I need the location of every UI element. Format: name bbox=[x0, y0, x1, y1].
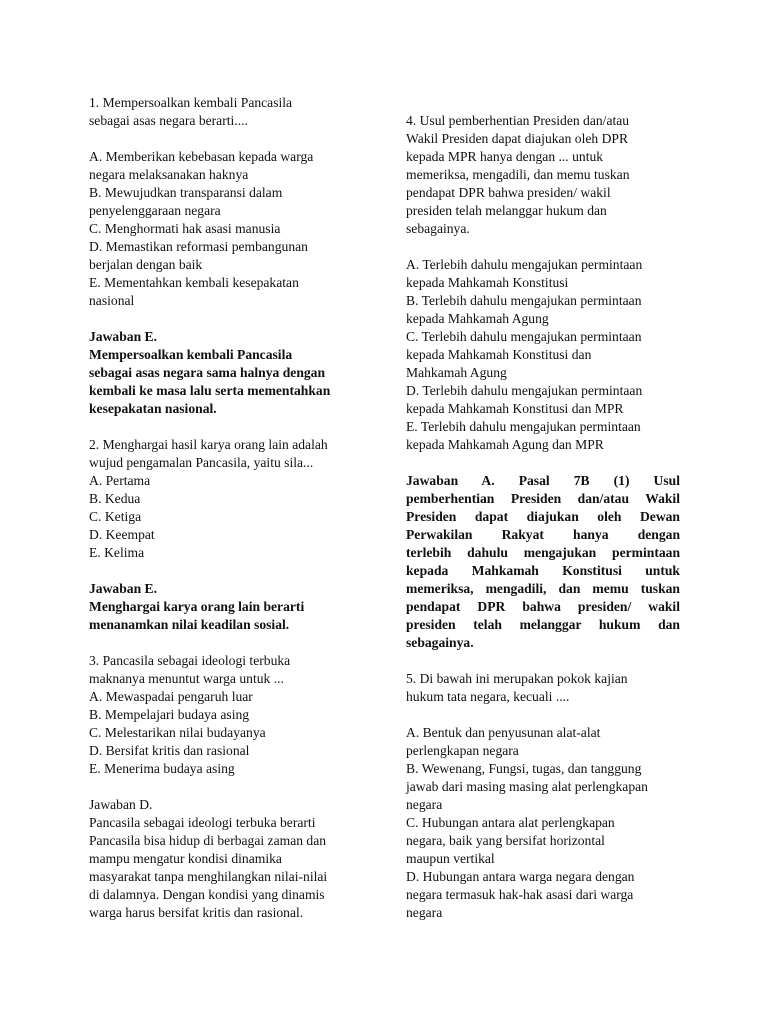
question-text: 3. Pancasila sebagai ideologi terbuka bbox=[89, 653, 291, 668]
answer-text: Pancasila bisa hidup di berbagai zaman dan bbox=[89, 833, 327, 848]
option-text: Mahkamah Agung bbox=[406, 365, 507, 380]
answer-text: memeriksa, mengadili, dan memu tuskan bbox=[406, 581, 680, 596]
option-text: negara termasuk hak-hak asasi dari warga bbox=[406, 887, 634, 902]
question-1 bbox=[89, 94, 361, 130]
question-text: presiden telah melanggar hukum dan bbox=[406, 203, 607, 218]
answer-text: masyarakat tanpa menghilangkan nilai-nilai bbox=[89, 869, 328, 884]
option-text: kepada Mahkamah Agung dan MPR bbox=[406, 437, 604, 452]
answer-text: Mempersoalkan kembali Pancasila bbox=[89, 347, 293, 362]
answer-text: terlebih dahulu mengajukan permintaan bbox=[406, 545, 680, 560]
option-text: A. Terlebih dahulu mengajukan permintaan bbox=[406, 257, 643, 272]
answer-text: mampu mengatur kondisi dinamika bbox=[89, 851, 282, 866]
question-text: 2. Menghargai hasil karya orang lain adalah bbox=[89, 437, 328, 452]
option-text: E. Terlebih dahulu mengajukan permintaan bbox=[406, 419, 641, 434]
option-text: B. Terlebih dahulu mengajukan permintaan bbox=[406, 293, 642, 308]
left-column bbox=[89, 94, 361, 922]
answer-text: pendapat DPR bahwa presiden/ wakil bbox=[406, 599, 680, 614]
question-text: kepada MPR hanya dengan ... untuk bbox=[406, 149, 604, 164]
answer-text: Menghargai karya orang lain berarti bbox=[89, 599, 305, 614]
option-text: kepada Mahkamah Agung bbox=[406, 311, 549, 326]
question-text: Wakil Presiden dapat diajukan oleh DPR bbox=[406, 131, 629, 146]
question-text: pendapat DPR bahwa presiden/ wakil bbox=[406, 185, 611, 200]
answer-text: warga harus bersifat kritis dan rasional. bbox=[89, 905, 304, 920]
option-text: C. Menghormati hak asasi manusia bbox=[89, 221, 281, 236]
option-text: A. Memberikan kebebasan kepada warga bbox=[89, 149, 314, 164]
option-text: A. Mewaspadai pengaruh luar bbox=[89, 689, 253, 704]
option-text: D. Memastikan reformasi pembangunan bbox=[89, 239, 308, 254]
option-text: maupun vertikal bbox=[406, 851, 495, 866]
option-text: kepada Mahkamah Konstitusi bbox=[406, 275, 569, 290]
option-text: D. Hubungan antara warga negara dengan bbox=[406, 869, 635, 884]
answer-4 bbox=[406, 472, 680, 652]
option-text: B. Wewenang, Fungsi, tugas, dan tanggung bbox=[406, 761, 642, 776]
question-text: maknanya menuntut warga untuk ... bbox=[89, 671, 284, 686]
answer-text: Jawaban D. bbox=[89, 797, 153, 812]
question-2 bbox=[89, 436, 361, 562]
option-text: D. Terlebih dahulu mengajukan permintaan bbox=[406, 383, 643, 398]
answer-text: Perwakilan Rakyat hanya dengan bbox=[406, 527, 680, 542]
option-text: B. Mempelajari budaya asing bbox=[89, 707, 250, 722]
option-text: perlengkapan negara bbox=[406, 743, 519, 758]
answer-text: presiden telah melanggar hukum dan bbox=[406, 617, 680, 632]
question-4 bbox=[406, 112, 680, 238]
question-text: hukum tata negara, kecuali .... bbox=[406, 689, 570, 704]
answer-text: Jawaban E. bbox=[89, 581, 157, 596]
option-text: A. Bentuk dan penyusunan alat-alat bbox=[406, 725, 601, 740]
option-text: negara, baik yang bersifat horizontal bbox=[406, 833, 605, 848]
answer-text: kembali ke masa lalu serta mementahkan bbox=[89, 383, 331, 398]
question-text: 5. Di bawah ini merupakan pokok kajian bbox=[406, 671, 628, 686]
option-text: negara bbox=[406, 905, 443, 920]
option-text: C. Ketiga bbox=[89, 509, 142, 524]
option-text: C. Melestarikan nilai budayanya bbox=[89, 725, 266, 740]
option-text: penyelenggaraan negara bbox=[89, 203, 221, 218]
option-text: C. Hubungan antara alat perlengkapan bbox=[406, 815, 615, 830]
answer-2 bbox=[89, 580, 361, 634]
answer-3 bbox=[89, 796, 361, 922]
option-text: A. Pertama bbox=[89, 473, 151, 488]
option-text: D. Keempat bbox=[89, 527, 155, 542]
option-text: C. Terlebih dahulu mengajukan permintaan bbox=[406, 329, 642, 344]
option-text: D. Bersifat kritis dan rasional bbox=[89, 743, 250, 758]
answer-text: sebagainya. bbox=[406, 635, 474, 650]
option-text: nasional bbox=[89, 293, 135, 308]
question-text: 1. Mempersoalkan kembali Pancasila bbox=[89, 95, 293, 110]
option-text: E. Mementahkan kembali kesepakatan bbox=[89, 275, 299, 290]
option-text: jawab dari masing masing alat perlengkapan bbox=[406, 779, 648, 794]
option-text: B. Kedua bbox=[89, 491, 141, 506]
option-text: E. Menerima budaya asing bbox=[89, 761, 235, 776]
answer-text: kesepakatan nasional. bbox=[89, 401, 217, 416]
option-text: E. Kelima bbox=[89, 545, 145, 560]
answer-text: sebagai asas negara sama halnya dengan bbox=[89, 365, 326, 380]
question-5-options bbox=[406, 724, 680, 922]
question-text: sebagainya. bbox=[406, 221, 470, 236]
answer-1 bbox=[89, 328, 361, 418]
question-5 bbox=[406, 670, 680, 706]
question-text: memeriksa, mengadili, dan memu tuskan bbox=[406, 167, 630, 182]
answer-text: Pancasila sebagai ideologi terbuka berarti bbox=[89, 815, 316, 830]
answer-text: kepada Mahkamah Konstitusi untuk bbox=[406, 563, 680, 578]
option-text: negara melaksanakan haknya bbox=[89, 167, 249, 182]
answer-text: Jawaban E. bbox=[89, 329, 157, 344]
question-text: 4. Usul pemberhentian Presiden dan/atau bbox=[406, 113, 630, 128]
answer-text: menanamkan nilai keadilan sosial. bbox=[89, 617, 290, 632]
answer-text: di dalamnya. Dengan kondisi yang dinamis bbox=[89, 887, 325, 902]
question-text: wujud pengamalan Pancasila, yaitu sila... bbox=[89, 455, 314, 470]
question-1-options bbox=[89, 148, 361, 310]
question-text: sebagai asas negara berarti.... bbox=[89, 113, 248, 128]
option-text: kepada Mahkamah Konstitusi dan MPR bbox=[406, 401, 624, 416]
answer-text: Presiden dapat diajukan oleh Dewan bbox=[406, 509, 680, 524]
answer-text: pemberhentian Presiden dan/atau Wakil bbox=[406, 491, 680, 506]
option-text: B. Mewujudkan transparansi dalam bbox=[89, 185, 283, 200]
option-text: negara bbox=[406, 797, 443, 812]
option-text: kepada Mahkamah Konstitusi dan bbox=[406, 347, 592, 362]
answer-text: Jawaban A. Pasal 7B (1) Usul bbox=[406, 473, 680, 488]
right-column bbox=[406, 112, 680, 922]
question-3 bbox=[89, 652, 361, 778]
question-4-options bbox=[406, 256, 680, 454]
option-text: berjalan dengan baik bbox=[89, 257, 203, 272]
